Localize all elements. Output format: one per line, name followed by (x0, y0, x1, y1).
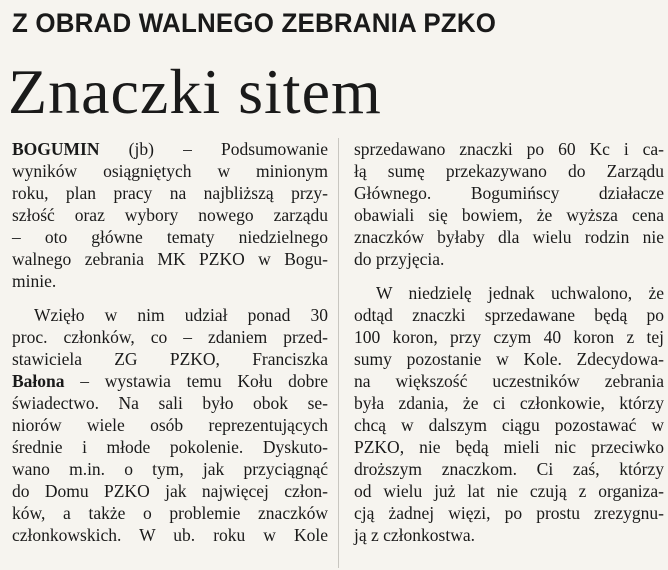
article-column-right (354, 138, 664, 546)
text-line (12, 138, 328, 160)
text-line: znaczków byłaby dla wielu rodzin nie (354, 227, 664, 247)
text-line: sprzedawano znaczki po 60 Kc i ca- (354, 139, 664, 159)
text-line: – oto główne tematy niedzielnego (12, 227, 328, 247)
text-line: wano m.in. o tym, jak przyciągnąć (12, 459, 328, 479)
text-line: minie. (12, 271, 57, 291)
text-line: droższym znaczkom. Ci zaś, którzy (354, 459, 664, 479)
dateline: BOGUMIN (12, 139, 100, 159)
text-line: od wielu już lat nie czują z organiza- (354, 481, 664, 501)
text-line: PZKO, nie będą mieli nic przeciwko (354, 437, 664, 457)
text-line (12, 370, 328, 392)
text-line: roku, plan pracy na najbliższą przy- (12, 183, 328, 203)
text-line: na większość uczestników zebrania (354, 371, 664, 391)
text-line: niorów wiele osób reprezentujących (12, 415, 328, 435)
text-line: proc. członków, co – zdaniem przed- (12, 327, 328, 347)
paragraph-gap (12, 292, 328, 304)
text-line: świadectwo. Na sali było obok se- (12, 393, 328, 413)
text-line: obawiali się bowiem, że wyższa cena (354, 205, 664, 225)
text-line: średnie i młode pokolenie. Dyskuto- (12, 437, 328, 457)
text-line: wyników osiągniętych w minionym (12, 161, 328, 181)
person-name: Bałona (12, 371, 65, 391)
text-line: W niedzielę jednak uchwalono, że (376, 283, 664, 303)
text-line: Głównego. Bogumińscy działacze (354, 183, 664, 203)
text-line: ją z członkostwa. (354, 525, 475, 545)
text-line: do przyjęcia. (354, 249, 445, 269)
text-span: (jb) – Podsumowanie (99, 139, 328, 159)
text-line: 100 koron, przy czym 40 koron z tej (354, 327, 664, 347)
paragraph-gap (354, 270, 664, 282)
column-divider (338, 138, 339, 568)
text-line: była zdania, że ci członkowie, którzy (354, 393, 664, 413)
text-line: do Domu PZKO jak najwięcej człon- (12, 481, 328, 501)
text-line: ków, a także o problemie znaczków (12, 503, 328, 523)
text-line: Wzięło w nim udział ponad 30 (34, 305, 328, 325)
article-headline: Znaczki sitem (8, 56, 382, 127)
text-line: szłość oraz wybory nowego zarządu (12, 205, 328, 225)
text-line: łą sumę przekazywano do Zarządu (354, 161, 664, 181)
text-line: członkowskich. W ub. roku w Kole (12, 525, 328, 545)
article-column-left (12, 138, 328, 546)
text-line: chcą w dalszym ciągu pozostawać w (354, 415, 664, 435)
text-span: – wystawia temu Kołu dobre (64, 371, 328, 391)
text-line: cją żadnej więzi, po prostu zrezygnu- (354, 503, 664, 523)
kicker-heading: Z OBRAD WALNEGO ZEBRANIA PZKO (12, 8, 497, 38)
text-line: sumy pozostanie w Kole. Zdecydowa- (354, 349, 664, 369)
text-line: odtąd znaczki sprzedawane będą po (354, 305, 664, 325)
text-line: stawiciela ZG PZKO, Franciszka (12, 349, 328, 369)
text-line: walnego zebrania MK PZKO w Bogu- (12, 249, 328, 269)
